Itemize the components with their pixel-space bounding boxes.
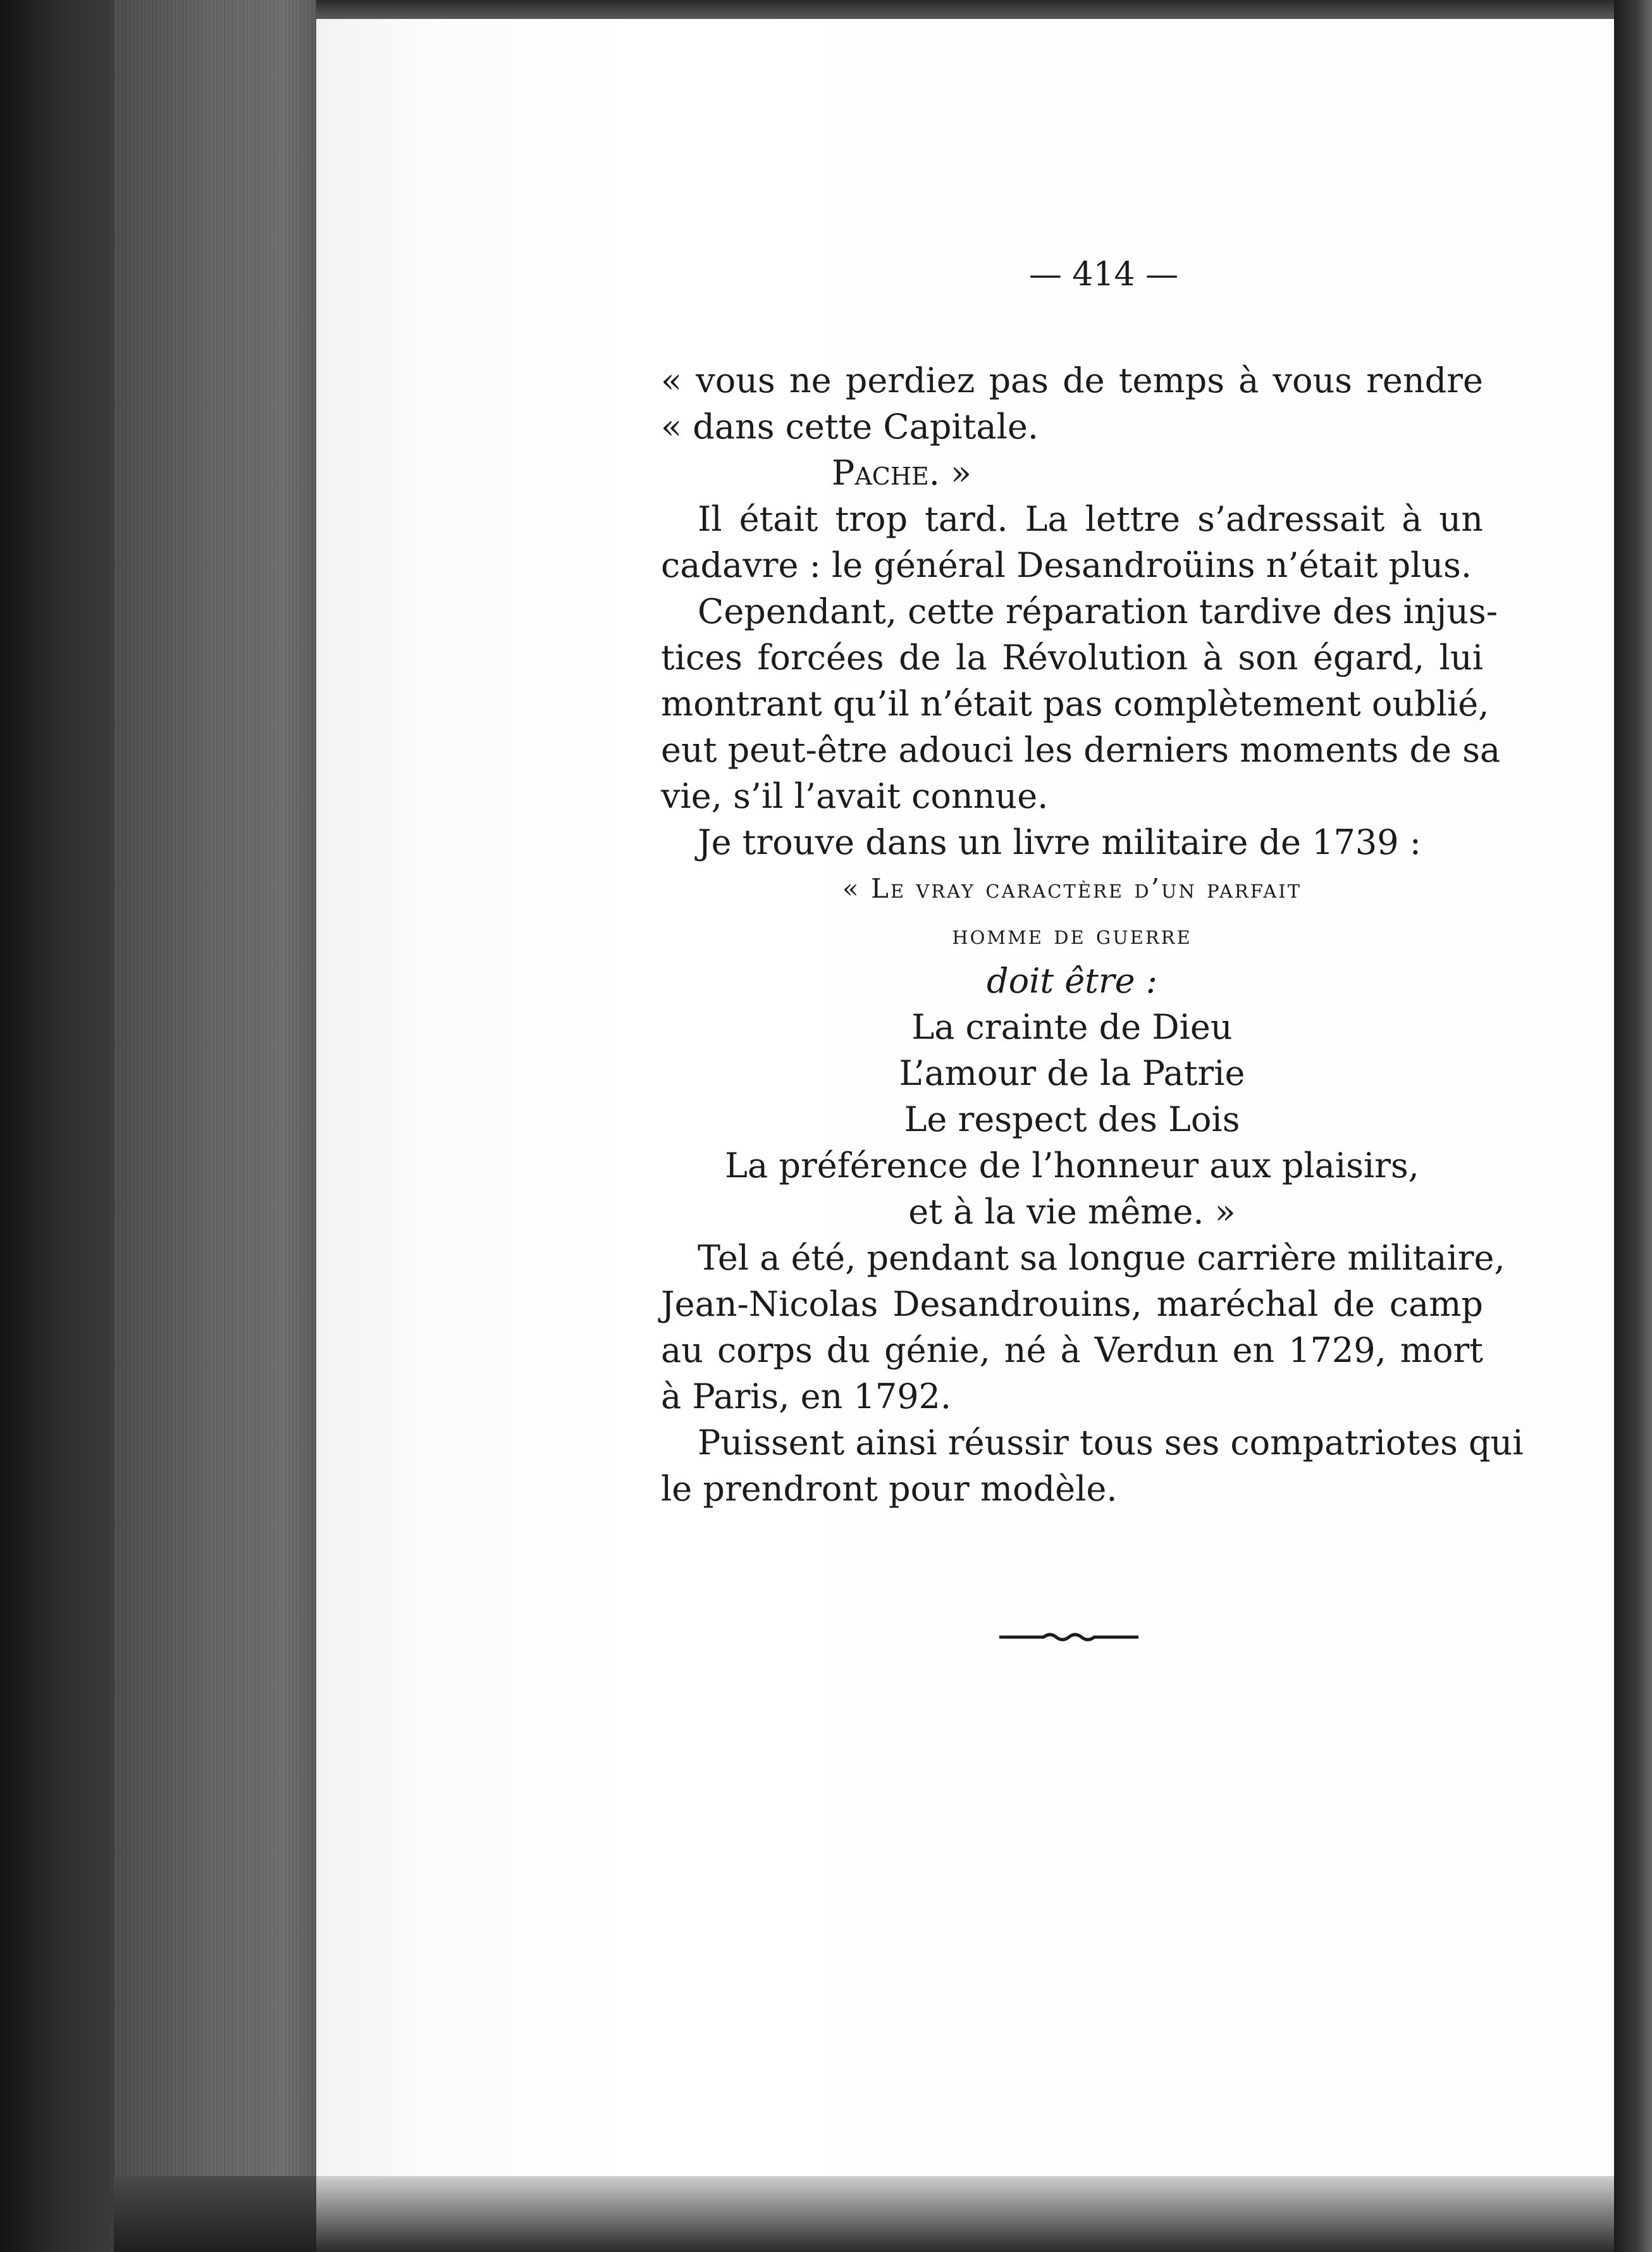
quote-title-line: homme de guerre (952, 919, 1192, 950)
paragraph-line: Puissent ainsi réussir tous ses compatriotes qui (698, 1423, 1524, 1463)
text-line: tices forcées de la Révolution à son égard, lui (661, 638, 1483, 677)
text-line: au corps du génie, né à Verdun en 1729, mort (661, 1330, 1483, 1370)
page-number: — 414 — (1028, 256, 1179, 294)
text-line: eut peut-être adouci les derniers moments de sa (661, 730, 1501, 770)
quote-title-line: « Le vray caractère d’un parfait (842, 873, 1302, 904)
text-line: vie, s’il l’avait connue. (661, 776, 1049, 816)
page-text-block (661, 252, 1524, 1512)
text-line: « vous ne perdiez pas de temps à vous rendre (661, 361, 1483, 400)
quote-subtitle: doit être : (987, 961, 1157, 1001)
paragraph-line: Il était trop tard. La lettre s’adressait à un (698, 499, 1483, 539)
text-line: montrant qu’il n’était pas complètement oublié, (661, 684, 1489, 724)
text-line: cadavre : le général Desandroüins n’était plus. (661, 545, 1472, 585)
paragraph-line: Je trouve dans un livre militaire de 1739 : (698, 822, 1421, 862)
quote-line: La crainte de Dieu (911, 1007, 1233, 1047)
book-page-edges (114, 0, 316, 2176)
quote-line: Le respect des Lois (904, 1099, 1240, 1139)
text-line: Jean-Nicolas Desandrouins, maréchal de camp (661, 1284, 1483, 1324)
text-line: « dans cette Capitale. (661, 407, 1039, 447)
paragraph-line: Cependant, cette réparation tardive des injus- (698, 591, 1498, 631)
tail-ornament-icon (999, 1631, 1138, 1643)
book-edge-bottom (114, 2176, 316, 2252)
scan-bottom-margin (316, 2176, 1652, 2252)
text-line: le prendront pour modèle. (661, 1469, 1118, 1509)
paragraph-line: Tel a été, pendant sa longue carrière militaire, (698, 1238, 1505, 1278)
quote-line: et à la vie même. » (908, 1192, 1236, 1232)
letter-signature: Pache. » (832, 453, 972, 493)
scan-right-margin (1614, 0, 1652, 2252)
book-spine (0, 0, 114, 2252)
text-line: à Paris, en 1792. (661, 1377, 952, 1416)
quote-line: L’amour de la Patrie (899, 1053, 1245, 1093)
quote-line: La préférence de l’honneur aux plaisirs, (725, 1146, 1419, 1185)
